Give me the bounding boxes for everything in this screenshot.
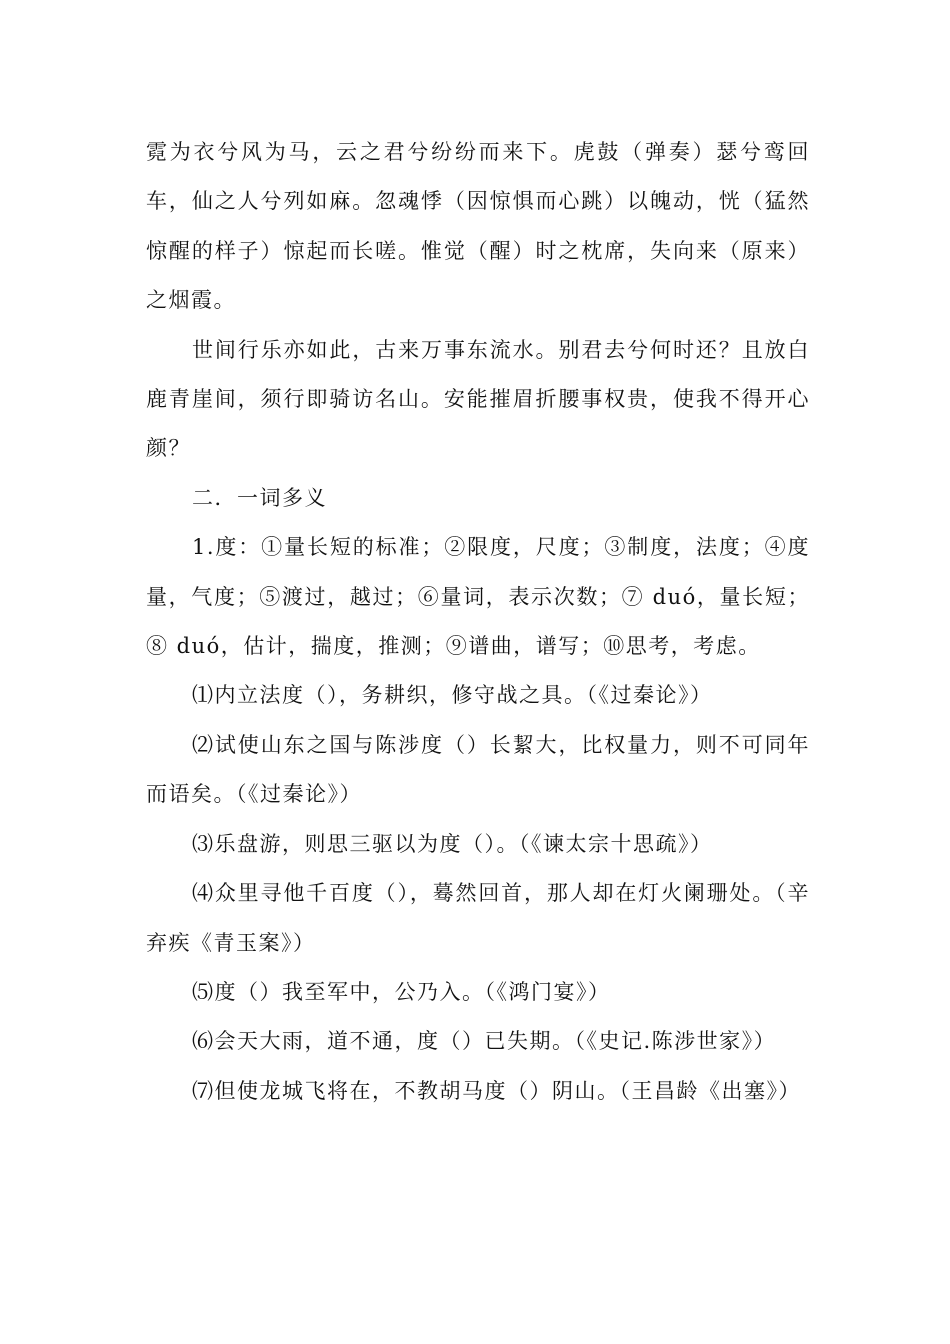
exercise-item-6: ⑹会天大雨，道不通，度（）已失期。（《史记.陈涉世家》） (192, 1029, 777, 1054)
section-heading: 二．一词多义 (192, 485, 327, 510)
definition-du: 1.度：①量长短的标准；②限度，尺度；③制度，法度；④度量，气度；⑤渡过，越过；⑥量词，表示次数；⑦ duó，量长短；⑧ duó，估计，揣度，推测；⑨谱曲，谱写；⑩思考，考虑。 (146, 535, 810, 659)
exercise-item-1: ⑴内立法度（），务耕织，修守战之具。（《过秦论》） (192, 683, 713, 708)
exercise-item-5: ⑸度（）我至军中，公乃入。（《鸿门宴》） (192, 979, 611, 1004)
paragraph-poem-ending: 世间行乐亦如此，古来万事东流水。别君去兮何时还？且放白鹿青崖间，须行即骑访名山。安能摧眉折腰事权贵，使我不得开心颜？ (146, 337, 810, 461)
exercise-item-2: ⑵试使山东之国与陈涉度（）长絜大，比权量力，则不可同年而语矣。（《过秦论》） (146, 732, 810, 807)
exercise-item-3: ⑶乐盘游，则思三驱以为度（）。（《谏太宗十思疏》） (192, 831, 713, 856)
exercise-item-7: ⑺但使龙城飞将在，不教胡马度（）阴山。（王昌龄《出塞》） (192, 1078, 801, 1103)
document-page (146, 128, 810, 1116)
exercise-item-4: ⑷众里寻他千百度（），蓦然回首，那人却在灯火阑珊处。（辛弃疾《青玉案》） (146, 881, 810, 955)
paragraph-poem-continuation: 霓为衣兮风为马，云之君兮纷纷而来下。虎鼓（弹奏）瑟兮鸾回车，仙之人兮列如麻。忽魂悸（因惊惧而心跳）以魄动，恍（猛然惊醒的样子）惊起而长嗟。惟觉（醒）时之枕席，失向来（原来）之烟霞。 (146, 140, 810, 313)
